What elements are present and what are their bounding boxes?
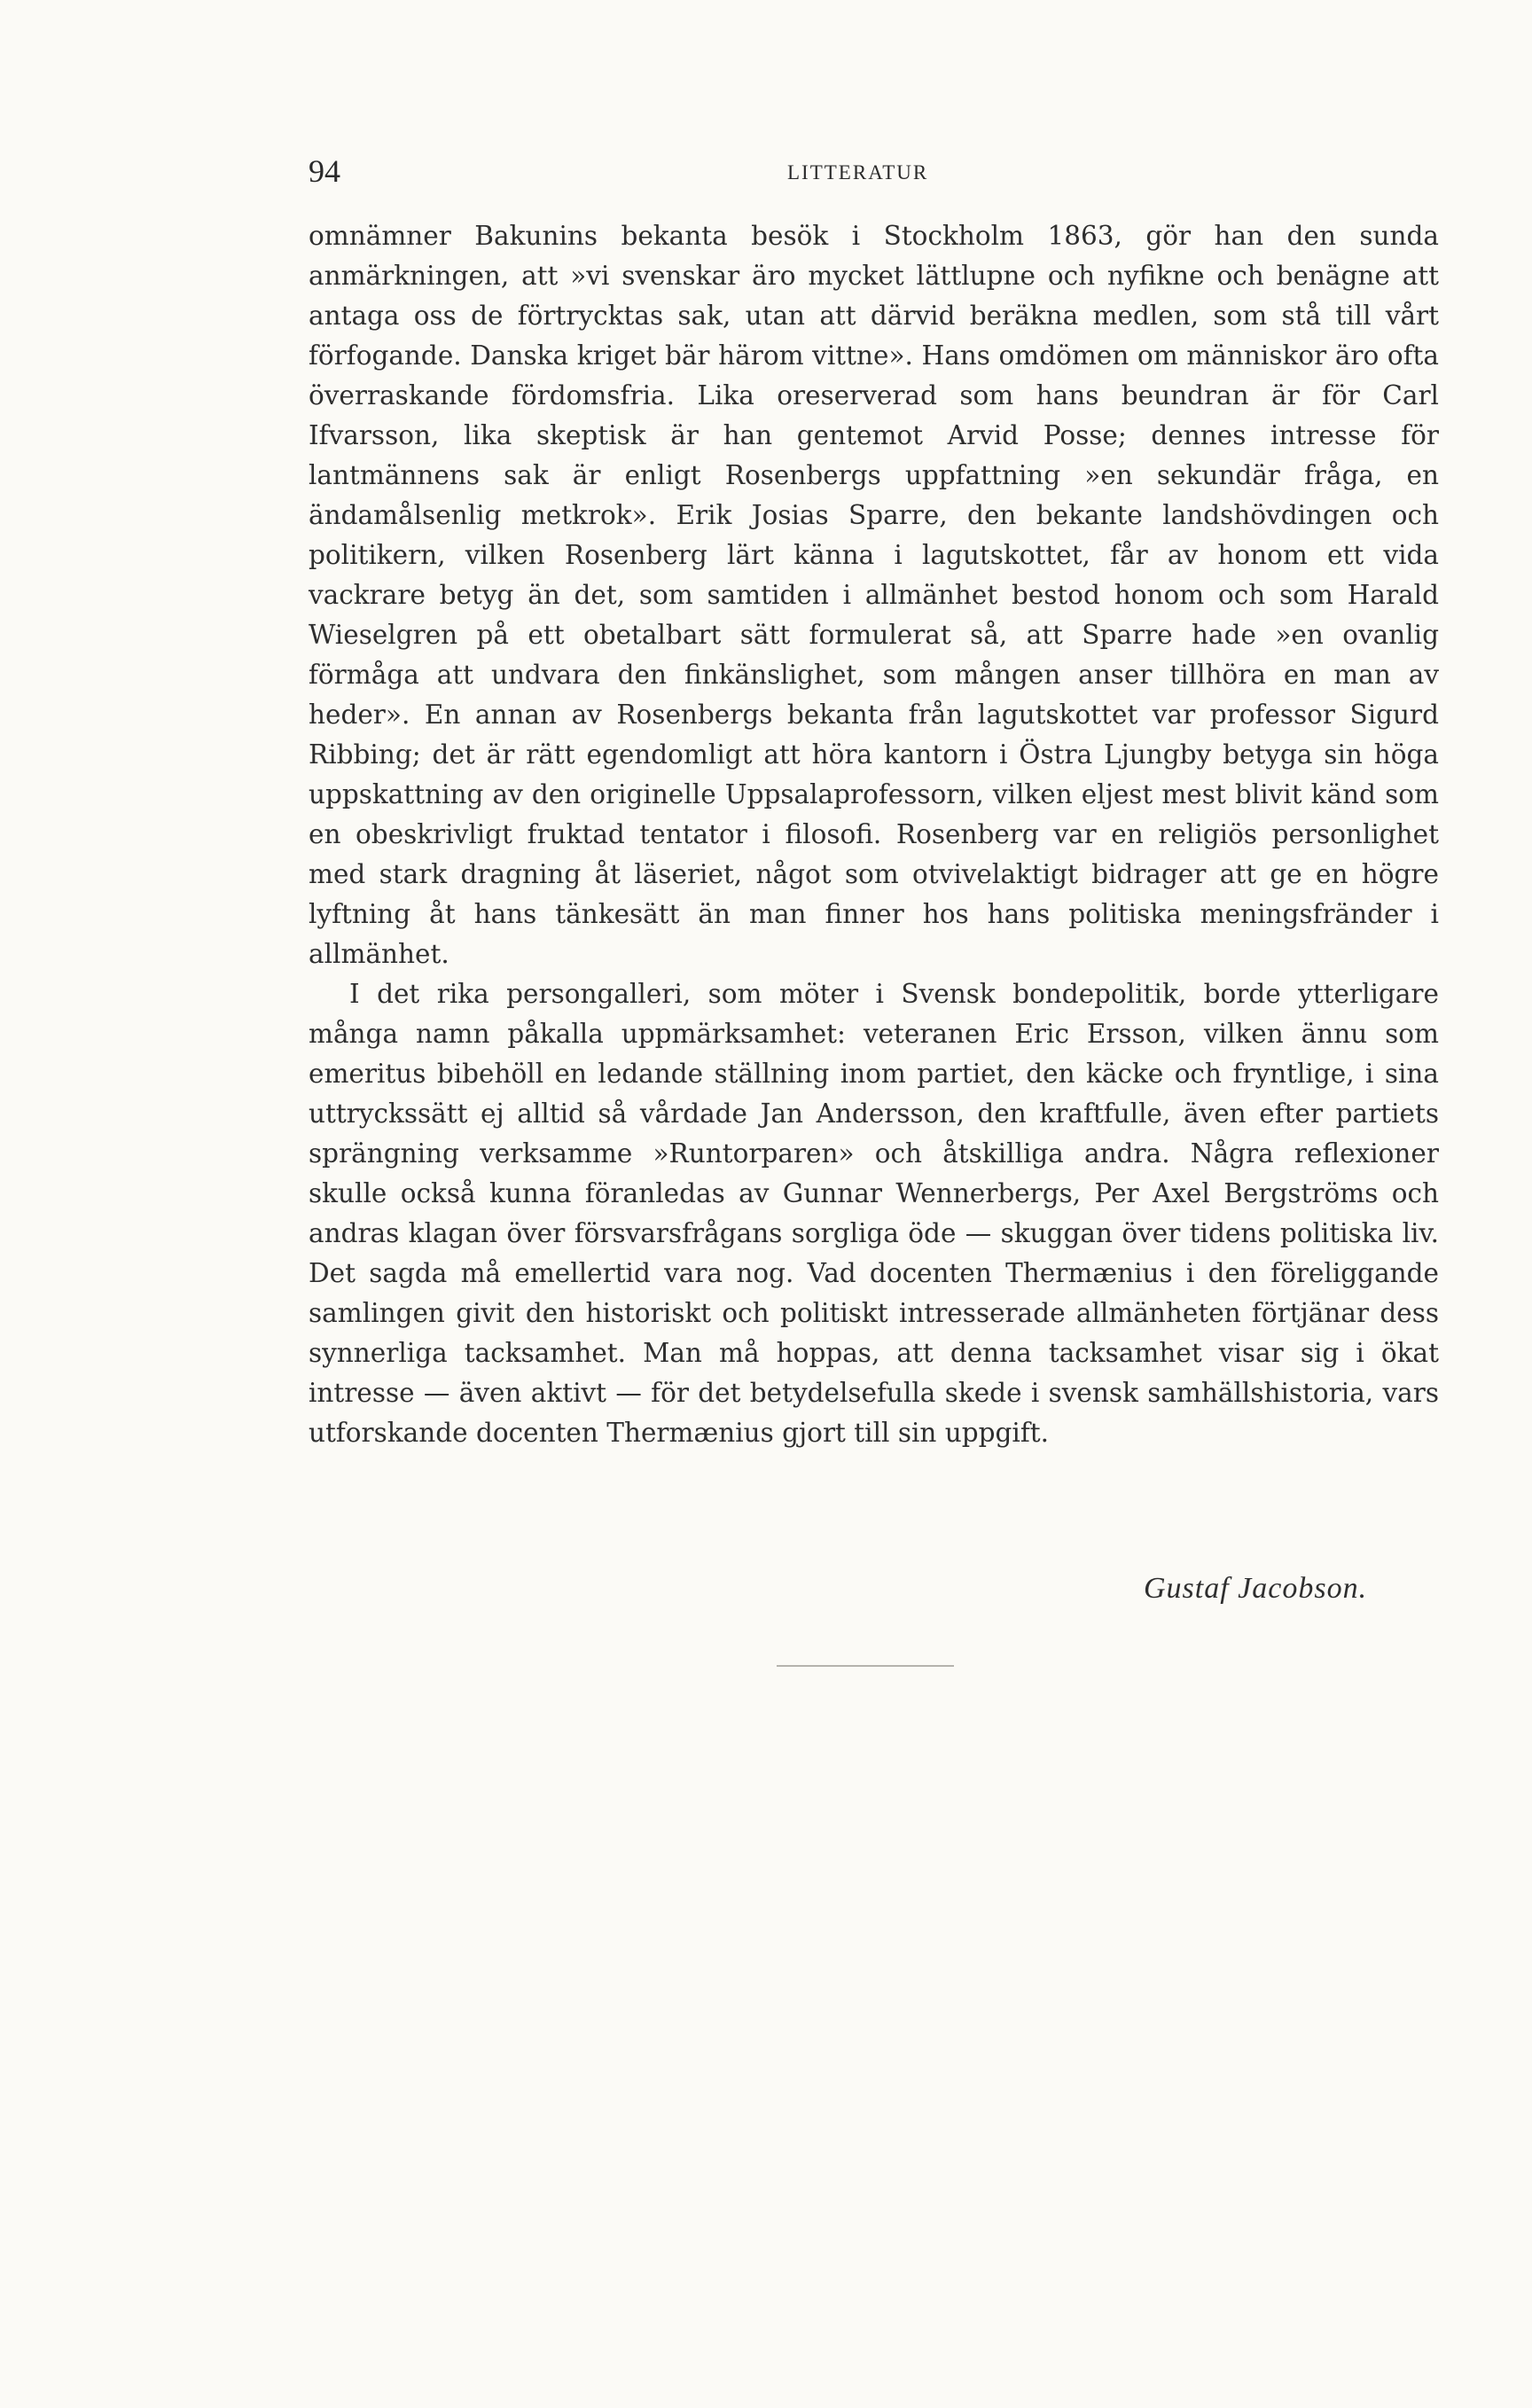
page-header — [309, 152, 1426, 197]
running-head: LITTERATUR — [787, 161, 929, 184]
paragraph-2: I det rika persongalleri, som möter i Svensk bondepolitik, borde ytterligare många namn påkalla uppmärksamhet: veteranen Eric Ersson, vilken ännu som emeritus bibehöll en ledande ställning inom partiet, den käcke och fryntlige, i sina uttryckssätt ej alltid så vårdade Jan Andersson, den kraftfulle, även efter partiets sprängning verksamme »Runtorparen» och åtskilliga andra. Några reflexioner skulle också kunna föranledas av Gunnar Wennerbergs, Per Axel Bergströms och andras klagan över försvarsfrågans sorgliga öde — skuggan över tidens politiska liv. Det sagda må emellertid vara nog. Vad docenten Thermænius i den föreliggande samlingen givit den historiskt och politiskt intresserade allmänheten förtjänar dess synnerliga tacksamhet. Man må hoppas, att denna tacksamhet visar sig i ökat intresse — även aktivt — för det betydelsefulla skede i svensk samhällshistoria, vars utforskande docenten Thermænius gjort till sin uppgift. — [309, 979, 1439, 1448]
paragraph-1: omnämner Bakunins bekanta besök i Stockholm 1863, gör han den sunda anmärkningen, att »vi svenskar äro mycket lättlupne och nyfikne och benägne att antaga oss de förtrycktas sak, utan att därvid beräkna medlen, som stå till vårt förfogande. Danska kriget bär härom vittne». Hans omdömen om människor äro ofta överraskande fördomsfria. Lika oreserverad som hans beundran är för Carl Ifvarsson, lika skeptisk är han gentemot Arvid Posse; dennes intresse för lantmännens sak är enligt Rosenbergs uppfattning »en sekundär fråga, en ändamålsenlig metkrok». Erik Josias Sparre, den bekante landshövdingen och politikern, vilken Rosenberg lärt känna i lagutskottet, får av honom ett vida vackrare betyg än det, som samtiden i allmänhet bestod honom och som Harald Wieselgren på ett obetalbart sätt formulerat så, att Sparre hade »en ovanlig förmåga att undvara den finkänslighet, som mången anser tillhöra en man av heder». En annan av Rosenbergs bekanta från lagutskottet var professor Sigurd Ribbing; det är rätt egendomligt att höra kantorn i Östra Ljungby betyga sin höga uppskattning av den originelle Uppsalaprofessorn, vilken eljest mest blivit känd som en obeskrivligt fruktad tentator i filosofi. Rosenberg var en religiös personlighet med stark dragning åt läseriet, något som otvivelaktigt bidrager att ge en högre lyftning åt hans tänkesätt än man finner hos hans politiska meningsfränder i allmänhet. — [309, 221, 1439, 969]
end-divider — [777, 1665, 954, 1667]
page-number: 94 — [309, 153, 340, 189]
author-signature: Gustaf Jacobson. — [1144, 1572, 1368, 1605]
article-body — [309, 216, 1439, 1453]
